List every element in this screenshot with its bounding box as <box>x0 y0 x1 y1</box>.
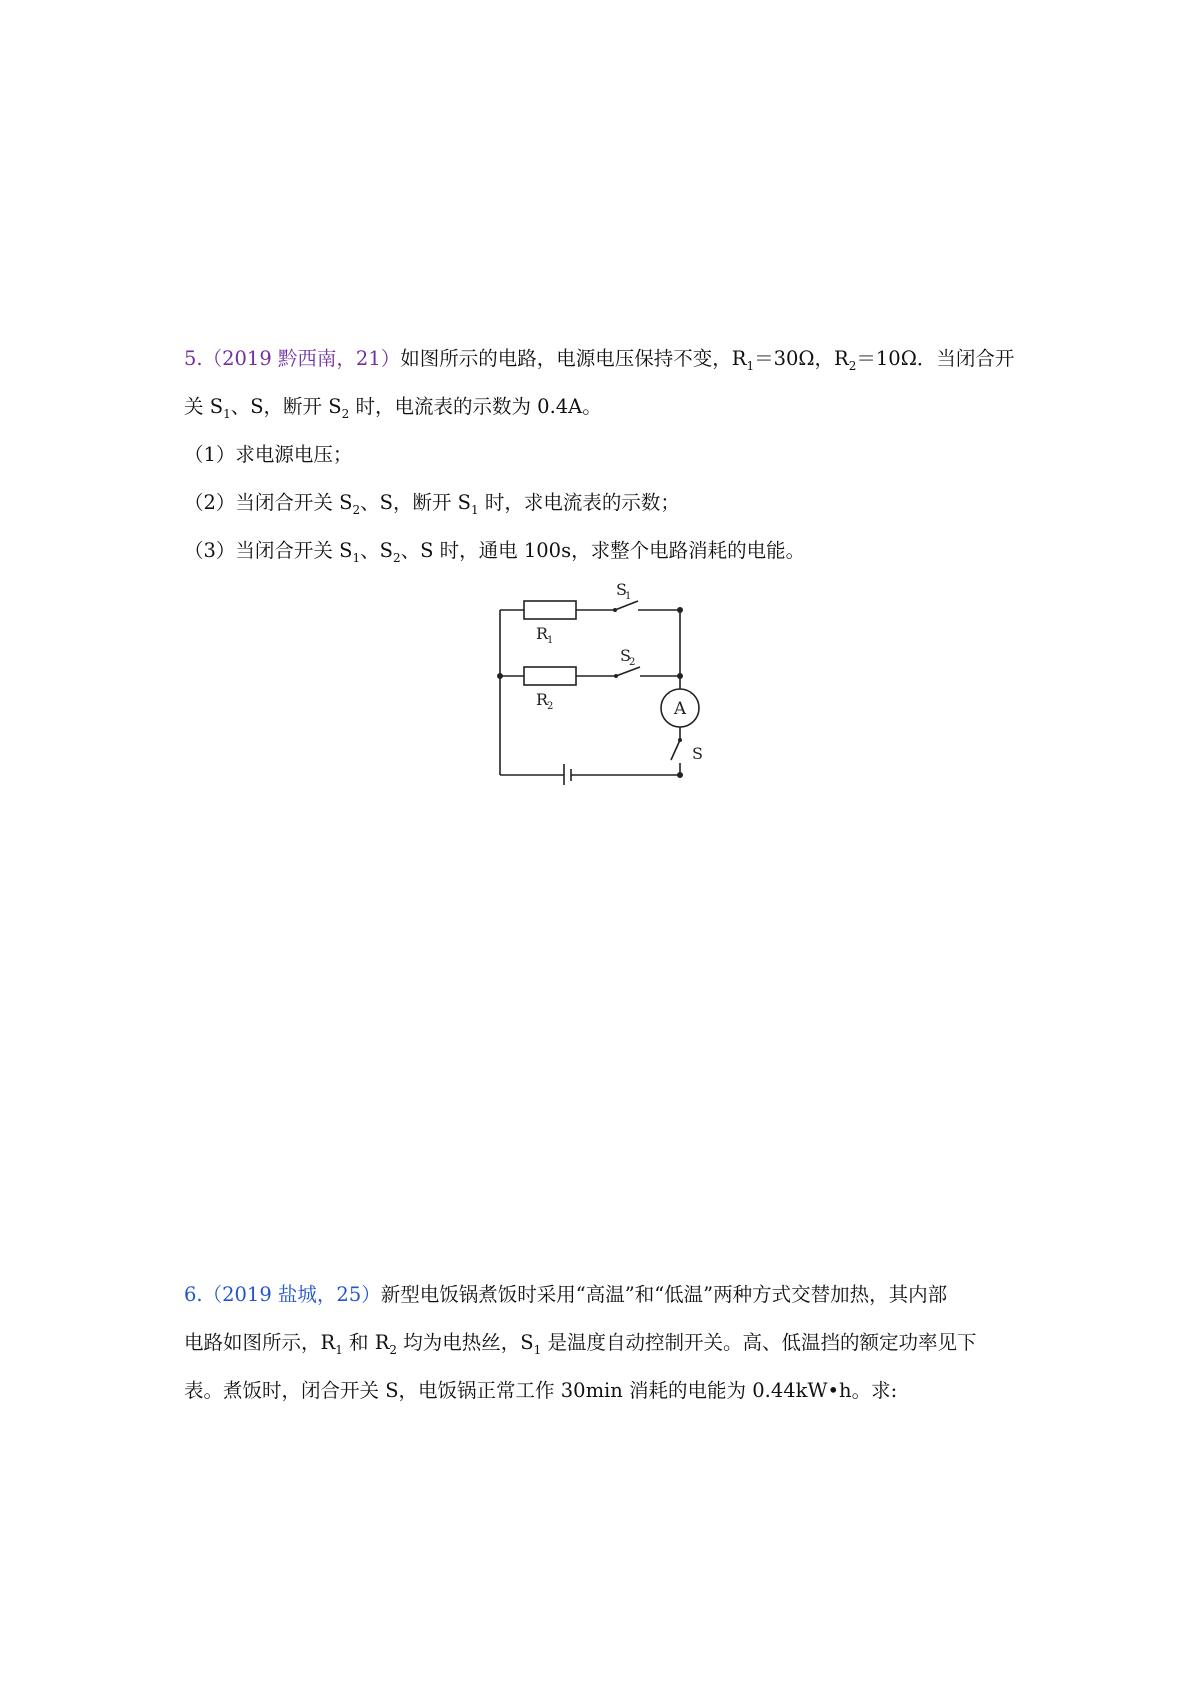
junction-top-right <box>677 607 683 613</box>
switch-s2-pivot <box>614 674 618 678</box>
q5-sub2-sub-a: 2 <box>352 502 361 517</box>
q5-sub2-sub-b: 1 <box>471 502 479 517</box>
s1-label: S <box>616 580 627 599</box>
q6-line-2 <box>184 1330 976 1356</box>
s2-label: S <box>620 646 631 665</box>
q6-source: （2019 盐城，25） <box>202 1283 381 1306</box>
q5-text-1a: 如图所示的电路，电源电压保持不变，R <box>400 347 747 370</box>
q5-line-1 <box>184 346 1014 372</box>
q6-sub-2a: 1 <box>335 1342 343 1357</box>
q5-sub2-text-b: 、S，断开 S <box>360 491 472 514</box>
s-label: S <box>692 744 703 763</box>
q5-sub2-text-a: （2）当闭合开关 S <box>184 491 353 514</box>
q6-text-2b: 和 R <box>342 1331 390 1354</box>
q5-number: 5. <box>184 347 203 370</box>
resistor-r1 <box>524 601 576 619</box>
q5-sub3-text-c: 、S 时，通电 100s，求整个电路消耗的电能。 <box>400 539 806 562</box>
r1-subscript: 1 <box>547 635 554 646</box>
junction-left <box>497 673 503 679</box>
q5-sub-1b: 2 <box>848 358 857 373</box>
q5-text-2c: 时，电流表的示数为 0.4A。 <box>349 395 602 418</box>
q6-text-2c: 均为电热丝，S <box>397 1331 534 1354</box>
q6-text-1: 新型电饭锅煮饭时采用“高温”和“低温”两种方式交替加热，其内部 <box>380 1283 948 1306</box>
r2-subscript: 2 <box>547 701 554 712</box>
q6-text-2a: 电路如图所示，R <box>184 1331 336 1354</box>
s1-subscript: 1 <box>625 591 632 602</box>
q5-sub2-text-c: 时，求电流表的示数； <box>478 491 680 514</box>
q5-line-2 <box>184 394 602 420</box>
circuit-diagram <box>480 575 710 785</box>
q6-line-1 <box>184 1282 947 1308</box>
resistor-r2 <box>524 667 576 685</box>
q5-sub-2a: 1 <box>223 406 231 421</box>
q6-sub-2c: 1 <box>533 1342 542 1357</box>
switch-s-blade <box>671 740 680 760</box>
q5-sub3-text-a: （3）当闭合开关 S <box>184 539 353 562</box>
junction-bottom-right <box>677 772 683 778</box>
q5-sub-1a: 1 <box>746 358 755 373</box>
switch-s-pivot <box>678 738 682 742</box>
q5-sub3-text-b: 、S <box>360 539 393 562</box>
switch-s2-blade <box>616 667 640 676</box>
q6-number: 6. <box>184 1283 203 1306</box>
q5-text-2b: 、S，断开 S <box>230 395 342 418</box>
q6-line-3: 表。煮饭时，闭合开关 S，电饭锅正常工作 30min 消耗的电能为 0.44kW•h。求: <box>184 1379 898 1402</box>
ammeter-label: A <box>673 699 687 719</box>
q5-sub3-sub-b: 2 <box>392 550 401 565</box>
q6-text-2d: 是温度自动控制开关。高、低温挡的额定功率见下 <box>541 1331 977 1354</box>
r2-label: R <box>536 690 549 709</box>
q5-text-1b: ＝30Ω，R <box>754 347 849 370</box>
q5-sub-2b: 2 <box>341 406 350 421</box>
q5-source: （2019 黔西南，21） <box>202 347 401 370</box>
q5-sub3-sub-a: 1 <box>352 550 361 565</box>
q5-subquestion-2 <box>184 490 680 516</box>
q5-text-2a: 关 S <box>184 395 224 418</box>
q5-text-1c: ＝10Ω．当闭合开 <box>856 347 1015 370</box>
r1-label: R <box>536 624 549 643</box>
q5-subquestion-3 <box>184 538 805 564</box>
switch-s1-pivot <box>613 608 617 612</box>
q6-sub-2b: 2 <box>389 1342 398 1357</box>
switch-s1-blade <box>615 601 638 610</box>
junction-mid-right <box>677 673 683 679</box>
q5-subquestion-1: （1）求电源电压； <box>184 443 353 466</box>
s2-subscript: 2 <box>629 657 636 668</box>
